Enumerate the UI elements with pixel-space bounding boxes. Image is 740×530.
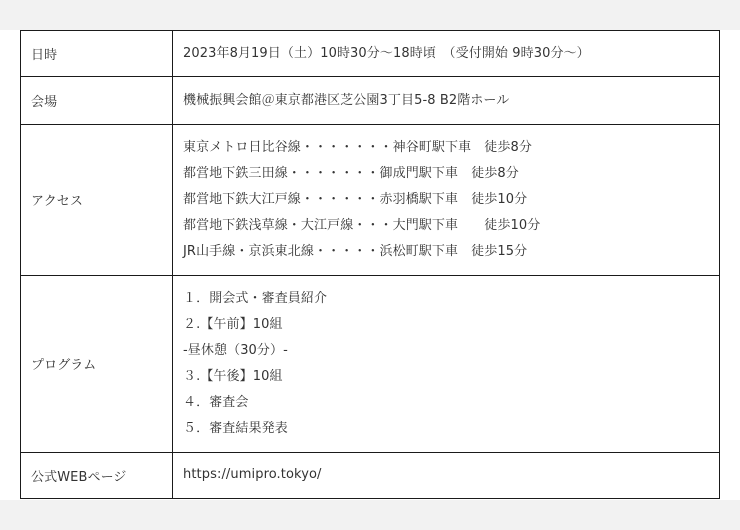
row-label-venue: 会場 (21, 77, 173, 125)
row-value-program (173, 275, 720, 452)
datetime-text: 2023年8月19日（土）10時30分～18時頃 （受付開始 9時30分～） (183, 45, 590, 61)
row-program (21, 275, 720, 452)
access-line: 都営地下鉄浅草線・大江戸線・・・大門駅下車 徒歩10分 (183, 217, 541, 233)
event-info-table (20, 30, 720, 499)
row-access (21, 125, 720, 275)
venue-text: 機械振興会館＠東京都港区芝公園3丁目5-8 B2階ホール (183, 92, 510, 108)
access-line: 都営地下鉄大江戸線・・・・・・赤羽橋駅下車 徒歩10分 (183, 191, 528, 207)
row-label-program: プログラム (21, 275, 173, 452)
program-item: ２.【午前】10組 (183, 316, 283, 332)
row-value-access (173, 125, 720, 275)
program-item: ３.【午後】10組 (183, 368, 283, 384)
row-datetime (21, 31, 720, 77)
row-label-datetime: 日時 (21, 31, 173, 77)
row-label-access: アクセス (21, 125, 173, 275)
row-label-website: 公式WEBページ (21, 452, 173, 498)
row-website (21, 452, 720, 498)
row-venue (21, 77, 720, 125)
program-item: ５．審査結果発表 (183, 420, 288, 436)
access-line: 都営地下鉄三田線・・・・・・・御成門駅下車 徒歩8分 (183, 165, 519, 181)
program-item: １．開会式・審査員紹介 (183, 290, 328, 306)
access-line: JR山手線・京浜東北線・・・・・浜松町駅下車 徒歩15分 (183, 243, 528, 259)
row-value-datetime (173, 31, 720, 77)
program-item: ４．審査会 (183, 394, 249, 410)
website-url-text: https://umipro.tokyo/ (183, 467, 322, 483)
access-line: 東京メトロ日比谷線・・・・・・・神谷町駅下車 徒歩8分 (183, 139, 532, 155)
program-item: -昼休憩（30分）- (183, 342, 288, 358)
row-value-website (173, 452, 720, 498)
row-value-venue (173, 77, 720, 125)
